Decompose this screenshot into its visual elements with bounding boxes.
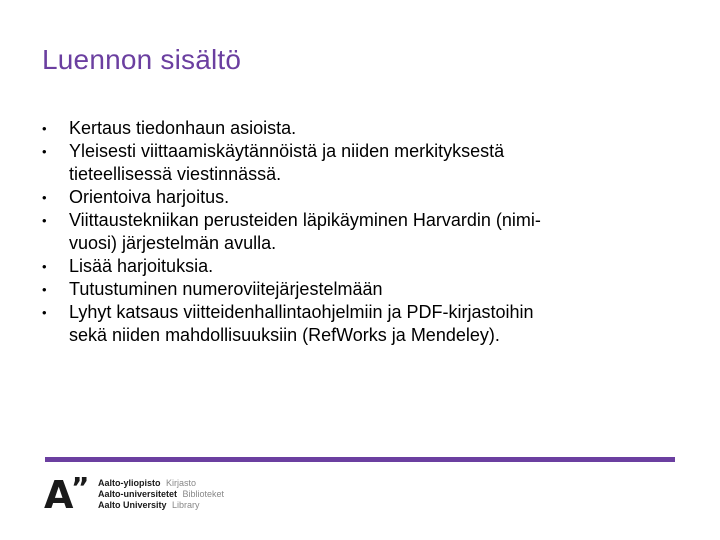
bullet-text-line: Tutustuminen numeroviitejärjestelmään <box>69 279 383 299</box>
bullet-text-line: vuosi) järjestelmän avulla. <box>69 233 277 253</box>
logo-org-name: Aalto-universitetet <box>98 489 178 499</box>
logo-text <box>98 478 224 511</box>
logo-row <box>98 478 224 489</box>
logo-quote: ” <box>71 471 90 504</box>
logo-unit-name: Kirjasto <box>166 478 197 488</box>
bullet-list <box>42 117 682 347</box>
logo-org-name: Aalto University <box>98 500 167 510</box>
bullet-item <box>42 209 682 255</box>
logo-row <box>98 500 224 511</box>
bullet-dot: • <box>42 190 47 205</box>
aalto-logo-mark <box>44 471 94 517</box>
bullet-item <box>42 278 682 301</box>
bullet-text-line: sekä niiden mahdollisuuksiin (RefWorks ja Mendeley). <box>69 325 500 345</box>
bullet-item <box>42 301 682 347</box>
logo-letter: A <box>44 473 74 517</box>
bullet-dot: • <box>42 121 47 136</box>
bullet-text-line: Kertaus tiedonhaun asioista. <box>69 118 297 138</box>
bullet-dot: • <box>42 259 47 274</box>
bullet-text-line: Viittaustekniikan perusteiden läpikäyminen Harvardin (nimi- <box>69 210 541 230</box>
bullet-text-line: Lyhyt katsaus viitteidenhallintaohjelmiin ja PDF-kirjastoihin <box>69 302 534 322</box>
bullet-dot: • <box>42 282 47 297</box>
logo-unit-name: Library <box>172 500 200 510</box>
bullet-text-line: tieteellisessä viestinnässä. <box>69 164 282 184</box>
logo-row <box>98 489 224 500</box>
bullet-item <box>42 186 682 209</box>
bullet-dot: • <box>42 144 47 159</box>
logo-unit-name: Biblioteket <box>182 489 225 499</box>
bullet-item <box>42 140 682 186</box>
bullet-text-line: Orientoiva harjoitus. <box>69 187 230 207</box>
bullet-text-line: Yleisesti viittaamiskäytännöistä ja niiden merkityksestä <box>69 141 505 161</box>
bullet-item <box>42 255 682 278</box>
slide-title: Luennon sisältö <box>42 44 242 75</box>
aalto-logo <box>44 471 225 517</box>
bullet-item <box>42 117 682 140</box>
bullet-text-line: Lisää harjoituksia. <box>69 256 214 276</box>
footer-divider <box>45 457 675 462</box>
logo-org-name: Aalto-yliopisto <box>98 478 161 488</box>
bullet-dot: • <box>42 213 47 228</box>
bullet-dot: • <box>42 305 47 320</box>
